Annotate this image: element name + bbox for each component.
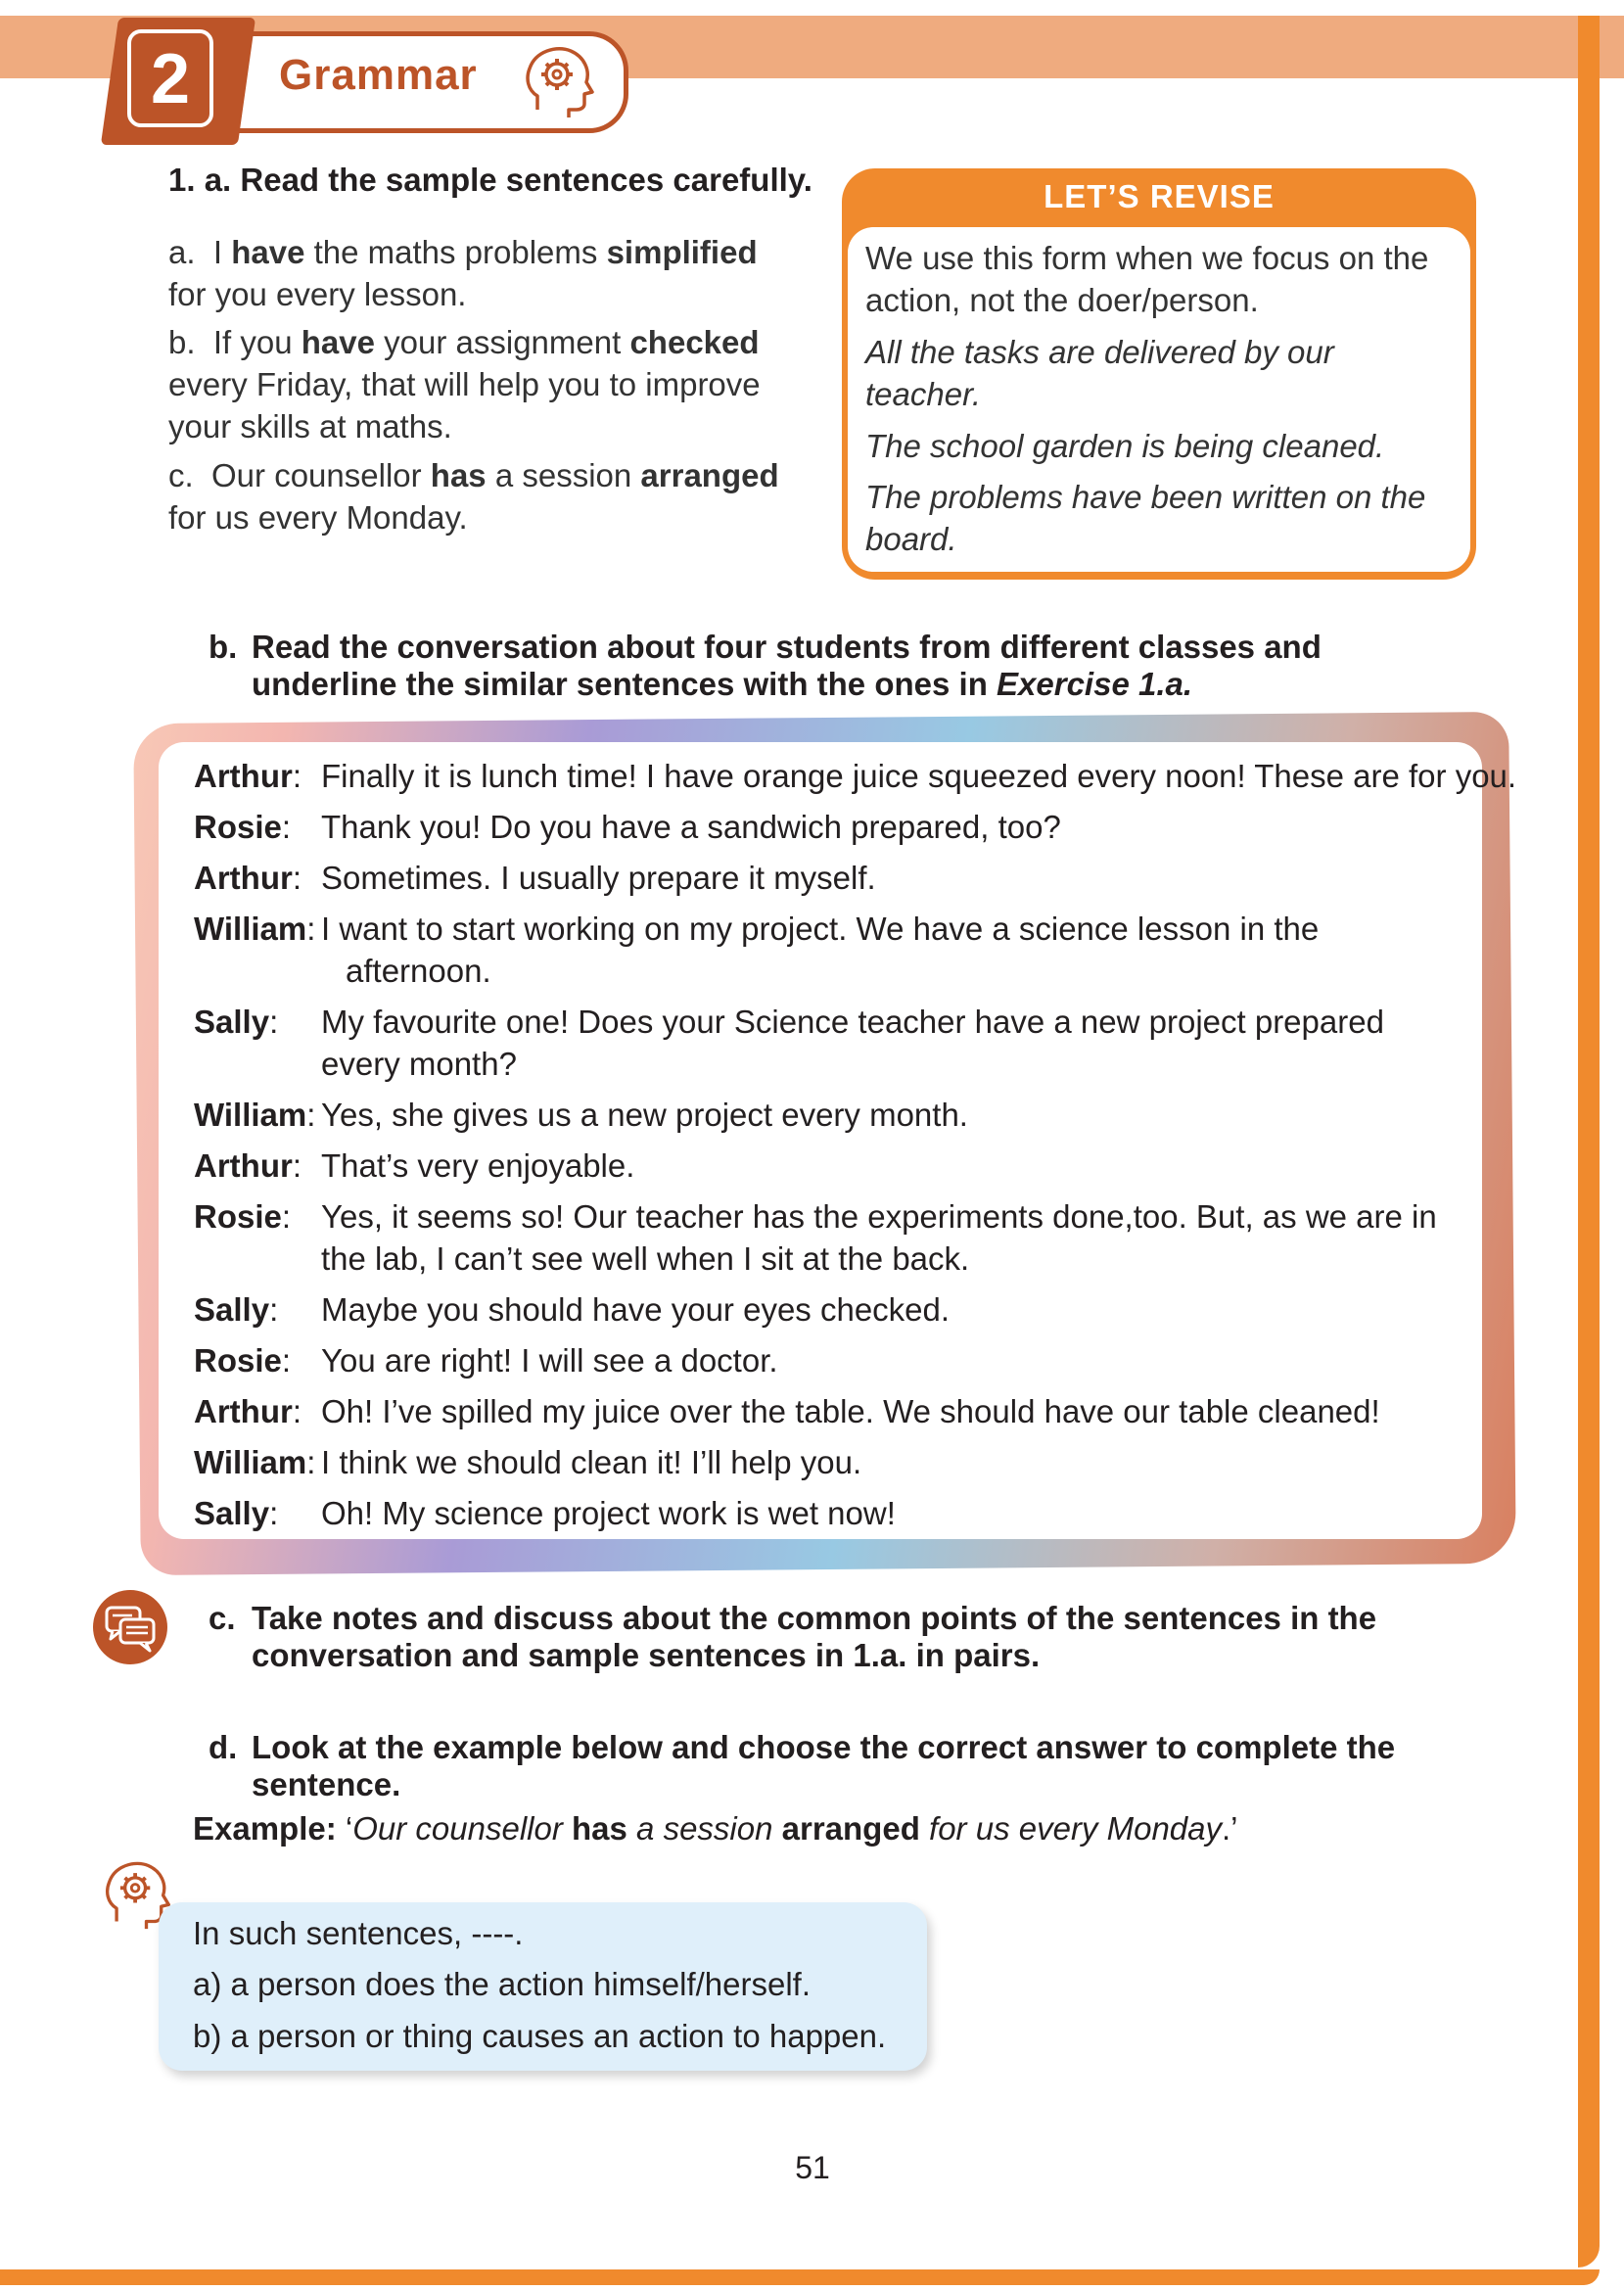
exercise-1a-heading: 1. a. Read the sample sentences carefully. xyxy=(168,162,812,198)
discussion-icon xyxy=(91,1588,169,1666)
revise-example-3: The problems have been written on the board. xyxy=(865,479,1426,557)
revise-example-2: The school garden is being cleaned. xyxy=(865,428,1385,464)
revise-example-1: All the tasks are delivered by our teacher. xyxy=(865,334,1334,412)
lets-revise-title: LET’S REVISE xyxy=(1044,178,1275,214)
section-title: Grammar xyxy=(279,51,478,99)
page-number: 51 xyxy=(795,2150,830,2185)
choice-stem: In such sentences, ----. xyxy=(193,1915,524,1951)
unit-number: 2 xyxy=(150,40,191,118)
sample-sentence-a: a. I have the maths problems simplified for you every lesson. xyxy=(168,234,758,312)
page-border-right xyxy=(1578,16,1600,2268)
sample-sentence-b: b. If you have your assignment checked every Friday, that will help you to improve your skills at maths. xyxy=(168,324,761,444)
exercise-1d-instruction: Look at the example below and choose the correct answer to complete the sentence. xyxy=(252,1729,1396,1802)
choice-a[interactable]: a) a person does the action himself/herself. xyxy=(193,1966,812,2002)
revise-rule: We use this form when we focus on the action, not the doer/person. xyxy=(865,240,1429,318)
example-sentence: Example: ‘Our counsellor has a session arranged for us every Monday.’ xyxy=(193,1810,1238,1847)
exercise-1b-instruction: Read the conversation about four students from different classes and underline the similar sentences with the ones in Exercise 1.a. xyxy=(252,629,1322,702)
choice-b[interactable]: b) a person or thing causes an action to happen. xyxy=(193,2018,887,2054)
exercise-1b-label: b. xyxy=(209,629,238,665)
exercise-1d-label: d. xyxy=(209,1729,238,1765)
exercise-1c-label: c. xyxy=(209,1600,236,1636)
page-border-bottom xyxy=(0,2269,1600,2285)
sample-sentence-c: c. Our counsellor has a session arranged for us every Monday. xyxy=(168,457,779,536)
head-gear-icon xyxy=(524,41,594,119)
exercise-1c-instruction: Take notes and discuss about the common points of the sentences in the conversation and sample sentences in 1.a. in pairs. xyxy=(252,1600,1377,1673)
